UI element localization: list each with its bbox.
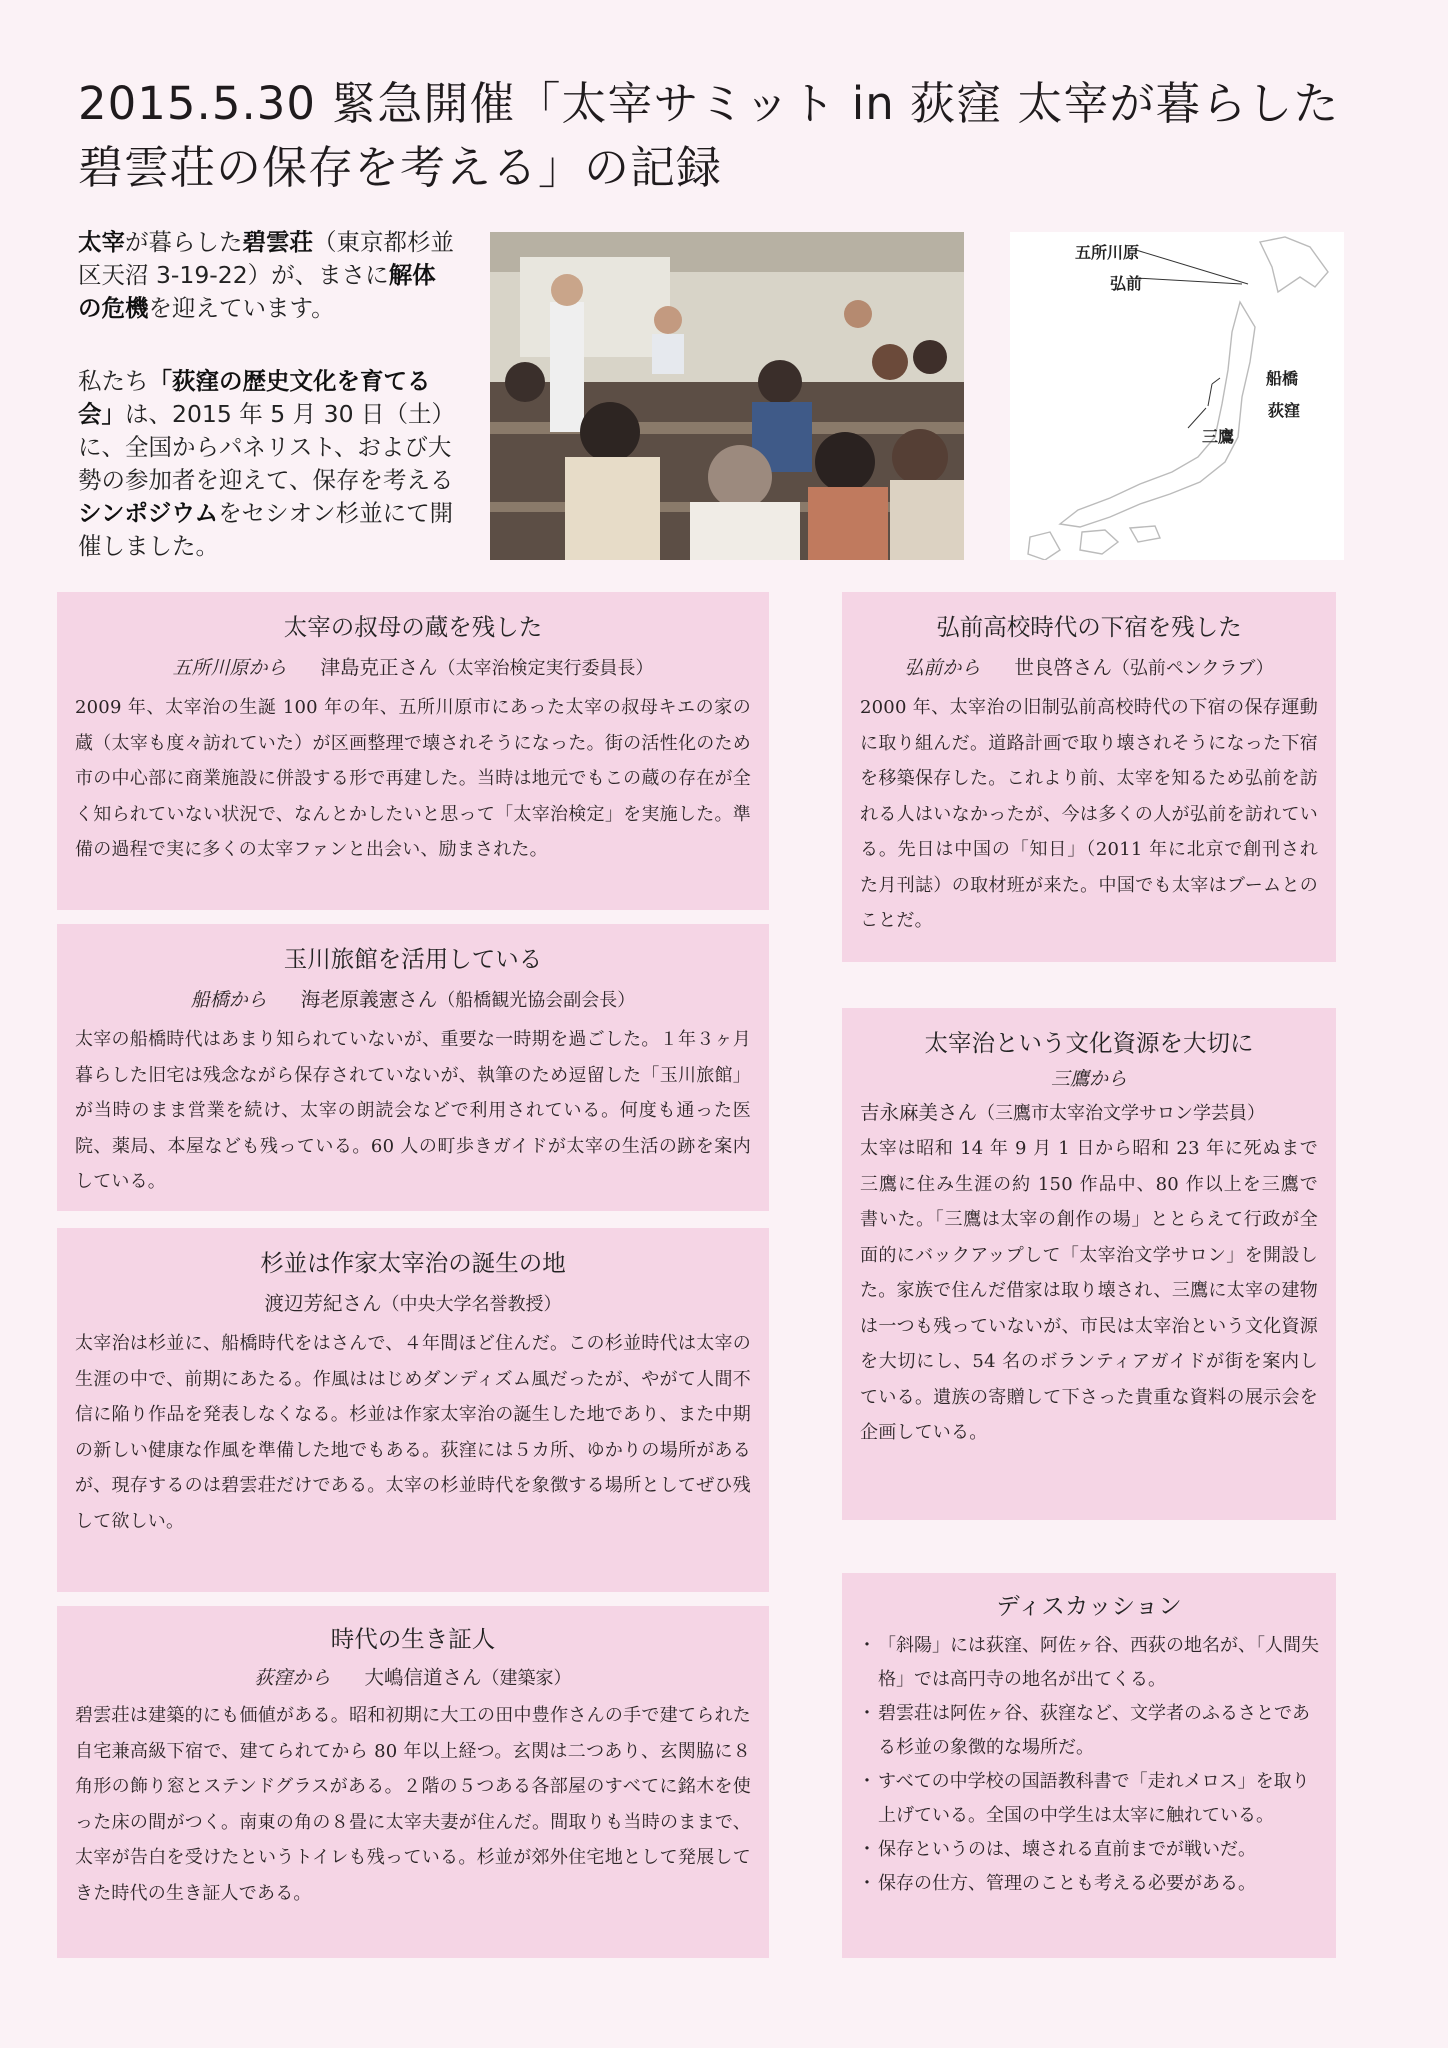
bullet: ・	[858, 1873, 876, 1894]
speaker-line	[57, 652, 769, 680]
list-item	[856, 1765, 1320, 1833]
section-suginami	[57, 1228, 769, 1592]
section-heading: 弘前高校時代の下宿を残した	[936, 613, 1242, 641]
section-heading: 杉並は作家太宰治の誕生の地	[260, 1249, 566, 1277]
section-goshogawara	[57, 592, 769, 910]
speaker-line	[57, 984, 769, 1012]
section-body: 2009 年、太宰治の生誕 100 年の年、五所川原市にあった太宰の叔母キエの家の蔵（太宰も度々訪れていた）が区画整理で壊されそうになった。街の活性化のため市の中心部に商業施設に併設する形で再建した。当時は地元でもこの蔵の存在が全く知られていない状況で、なんとかしたいと思って「太宰治検定」を実施した。準備の過程で実に多くの太宰ファンと出会い、励まされた。	[75, 697, 751, 860]
list-item-text: 保存というのは、壊される直前までが戦いだ。	[878, 1839, 1256, 1860]
speaker-name: 海老原義憲さん	[300, 988, 438, 1011]
speaker-role: （建築家）	[481, 1668, 572, 1689]
map-label-ogikubo: 荻窪	[1268, 401, 1301, 420]
bullet: ・	[858, 1703, 876, 1724]
section-discussion	[842, 1573, 1336, 1958]
map-label-goshogawara: 五所川原	[1075, 243, 1140, 262]
intro-text: は、2015 年 5 月 30 日（土）に、全国からパネリスト、および大勢の参加者を迎えて、保存を考える	[78, 400, 456, 494]
speaker-name: 渡辺芳紀さん	[264, 1292, 382, 1315]
japan-map-outline	[1010, 232, 1344, 560]
discussion-list	[856, 1629, 1320, 1901]
intro-text: が暮らした	[125, 228, 243, 256]
intro-paragraph-2	[78, 365, 463, 563]
section-body: 2000 年、太宰治の旧制弘前高校時代の下宿の保存運動に取り組んだ。道路計画で取り壊されそうになった下宿を移築保存した。これより前、太宰を知るため弘前を訪れる人はいなかったが、今は多くの人が弘前を訪れている。先日は中国の「知日」（2011 年に北京で創刊された月刊誌）の取材班が来た。中国でも太宰はブームとのことだ。	[860, 697, 1318, 931]
intro-text: 私たち	[78, 367, 149, 395]
intro-hekiunso: 碧雲荘	[242, 228, 313, 256]
intro-org-name: 「荻窪の歴史文化を育てる会」	[78, 367, 431, 428]
speaker-origin: 荻窪から	[254, 1667, 331, 1689]
speaker-origin: 三鷹から	[1050, 1068, 1127, 1090]
speaker-name: 大嶋信道さん	[364, 1666, 482, 1689]
bullet: ・	[858, 1635, 876, 1656]
intro-text: をセシオン杉並にて開催しました。	[78, 499, 454, 560]
bullet: ・	[858, 1839, 876, 1860]
list-item	[856, 1833, 1320, 1867]
intro-symposium: シンポジウム	[78, 499, 219, 527]
symposium-photo	[490, 232, 964, 560]
speaker-name: 津島克正さん	[320, 656, 438, 679]
section-heading: 太宰治という文化資源を大切に	[924, 1029, 1254, 1057]
section-body: 太宰治は杉並に、船橋時代をはさんで、４年間ほど住んだ。この杉並時代は太宰の生涯の中で、前期にあたる。作風ははじめダンディズム風だったが、やがて人間不信に陥り作品を発表しなくなる。杉並は作家太宰治の誕生した地であり、また中期の新しい健康な作風を準備した地でもある。荻窪には５カ所、ゆかりの場所があるが、現存するのは碧雲荘だけである。太宰の杉並時代を象徴する場所としてぜひ残して欲しい。	[75, 1333, 751, 1532]
section-heading: 玉川旅館を活用している	[283, 945, 543, 973]
intro-crisis: 解体の危機	[78, 261, 436, 322]
speaker-role: （弘前ペンクラブ）	[1111, 658, 1274, 679]
intro-dazai: 太宰	[78, 228, 125, 256]
speaker-line	[860, 1097, 1318, 1125]
speaker-name: 吉永麻美さん	[860, 1101, 978, 1124]
speaker-line	[57, 1288, 769, 1316]
bullet: ・	[858, 1771, 876, 1792]
speaker-name: 世良啓さん	[1014, 656, 1112, 679]
list-item-text: 保存の仕方、管理のことも考える必要がある。	[878, 1873, 1256, 1894]
list-item	[856, 1867, 1320, 1901]
section-hirosaki	[842, 592, 1336, 962]
speaker-role: （太宰治検定実行委員長）	[437, 658, 654, 679]
list-item-text: 「斜陽」には荻窪、阿佐ヶ谷、西荻の地名が、「人間失格」では高円寺の地名が出てくる。	[878, 1635, 1319, 1690]
speaker-origin: 五所川原から	[172, 657, 287, 679]
speaker-role: （船橋観光協会副会長）	[437, 990, 636, 1011]
section-mitaka	[842, 1008, 1336, 1520]
section-heading: 時代の生き証人	[330, 1625, 496, 1653]
section-ogikubo	[57, 1606, 769, 1958]
section-body: 太宰の船橋時代はあまり知られていないが、重要な一時期を過ごした。１年３ヶ月暮らした旧宅は残念ながら保存されていないが、執筆のため逗留した「玉川旅館」が当時のまま営業を続け、太宰の朗読会などで利用されている。何度も通った医院、薬局、本屋なども残っている。60 人の町歩きガイドが太宰の生活の跡を案内している。	[75, 1029, 751, 1192]
map-label-mitaka: 三鷹	[1202, 427, 1235, 446]
intro-address: （東京都杉並区天沼 3-19-22）が、まさに	[78, 228, 454, 289]
list-item-text: すべての中学校の国語教科書で「走れメロス」を取り上げている。全国の中学生は太宰に触れている。	[878, 1771, 1310, 1826]
map-label-hirosaki: 弘前	[1110, 274, 1143, 293]
speaker-line	[57, 1662, 769, 1690]
japan-map	[1010, 232, 1344, 560]
section-heading: ディスカッション	[996, 1592, 1182, 1620]
section-funabashi	[57, 924, 769, 1211]
symposium-photo-illustration	[490, 232, 964, 560]
section-body: 太宰は昭和 14 年 9 月 1 日から昭和 23 年に死ぬまで三鷹に住み生涯の約 150 作品中、80 作以上を三鷹で書いた。「三鷹は太宰の創作の場」ととらえて行政が全面的にバックアップして「太宰治文学サロン」を開設した。家族で住んだ借家は取り壊され、三鷹に太宰の建物は一つも残っていないが、市民は太宰治という文化資源を大切にし、54 名のボランティアガイドが街を案内している。遺族の寄贈して下さった貴重な資料の展示会を企画している。	[860, 1138, 1318, 1443]
intro-text: を迎えています。	[148, 294, 335, 322]
speaker-origin: 弘前から	[904, 657, 981, 679]
section-heading: 太宰の叔母の蔵を残した	[283, 613, 543, 641]
list-item-text: 碧雲荘は阿佐ヶ谷、荻窪など、文学者のふるさとである杉並の象徴的な場所だ。	[878, 1703, 1310, 1758]
section-body: 碧雲荘は建築的にも価値がある。昭和初期に大工の田中豊作さんの手で建てられた自宅兼高級下宿で、建てられてから 80 年以上経つ。玄関は二つあり、玄関脇に８角形の飾り窓とステンドグラスがある。２階の５つある各部屋のすべてに銘木を使った床の間がつく。南東の角の８畳に太宰夫妻が住んだ。間取りも当時のままで、太宰が告白を受けたというトイレも残っている。杉並が郊外住宅地として発展してきた時代の生き証人である。	[75, 1705, 751, 1904]
list-item	[856, 1629, 1320, 1697]
list-item	[856, 1697, 1320, 1765]
speaker-line	[842, 652, 1336, 680]
intro-paragraph-1	[78, 226, 458, 325]
speaker-origin: 船橋から	[190, 989, 267, 1011]
map-label-funabashi: 船橋	[1266, 369, 1299, 388]
speaker-role: （三鷹市太宰治文学サロン学芸員）	[977, 1103, 1266, 1124]
speaker-role: （中央大学名誉教授）	[381, 1294, 562, 1315]
page-title: 2015.5.30 緊急開催「太宰サミット in 荻窪 太宰が暮らした碧雲荘の保存を考える」の記録	[78, 77, 1340, 194]
